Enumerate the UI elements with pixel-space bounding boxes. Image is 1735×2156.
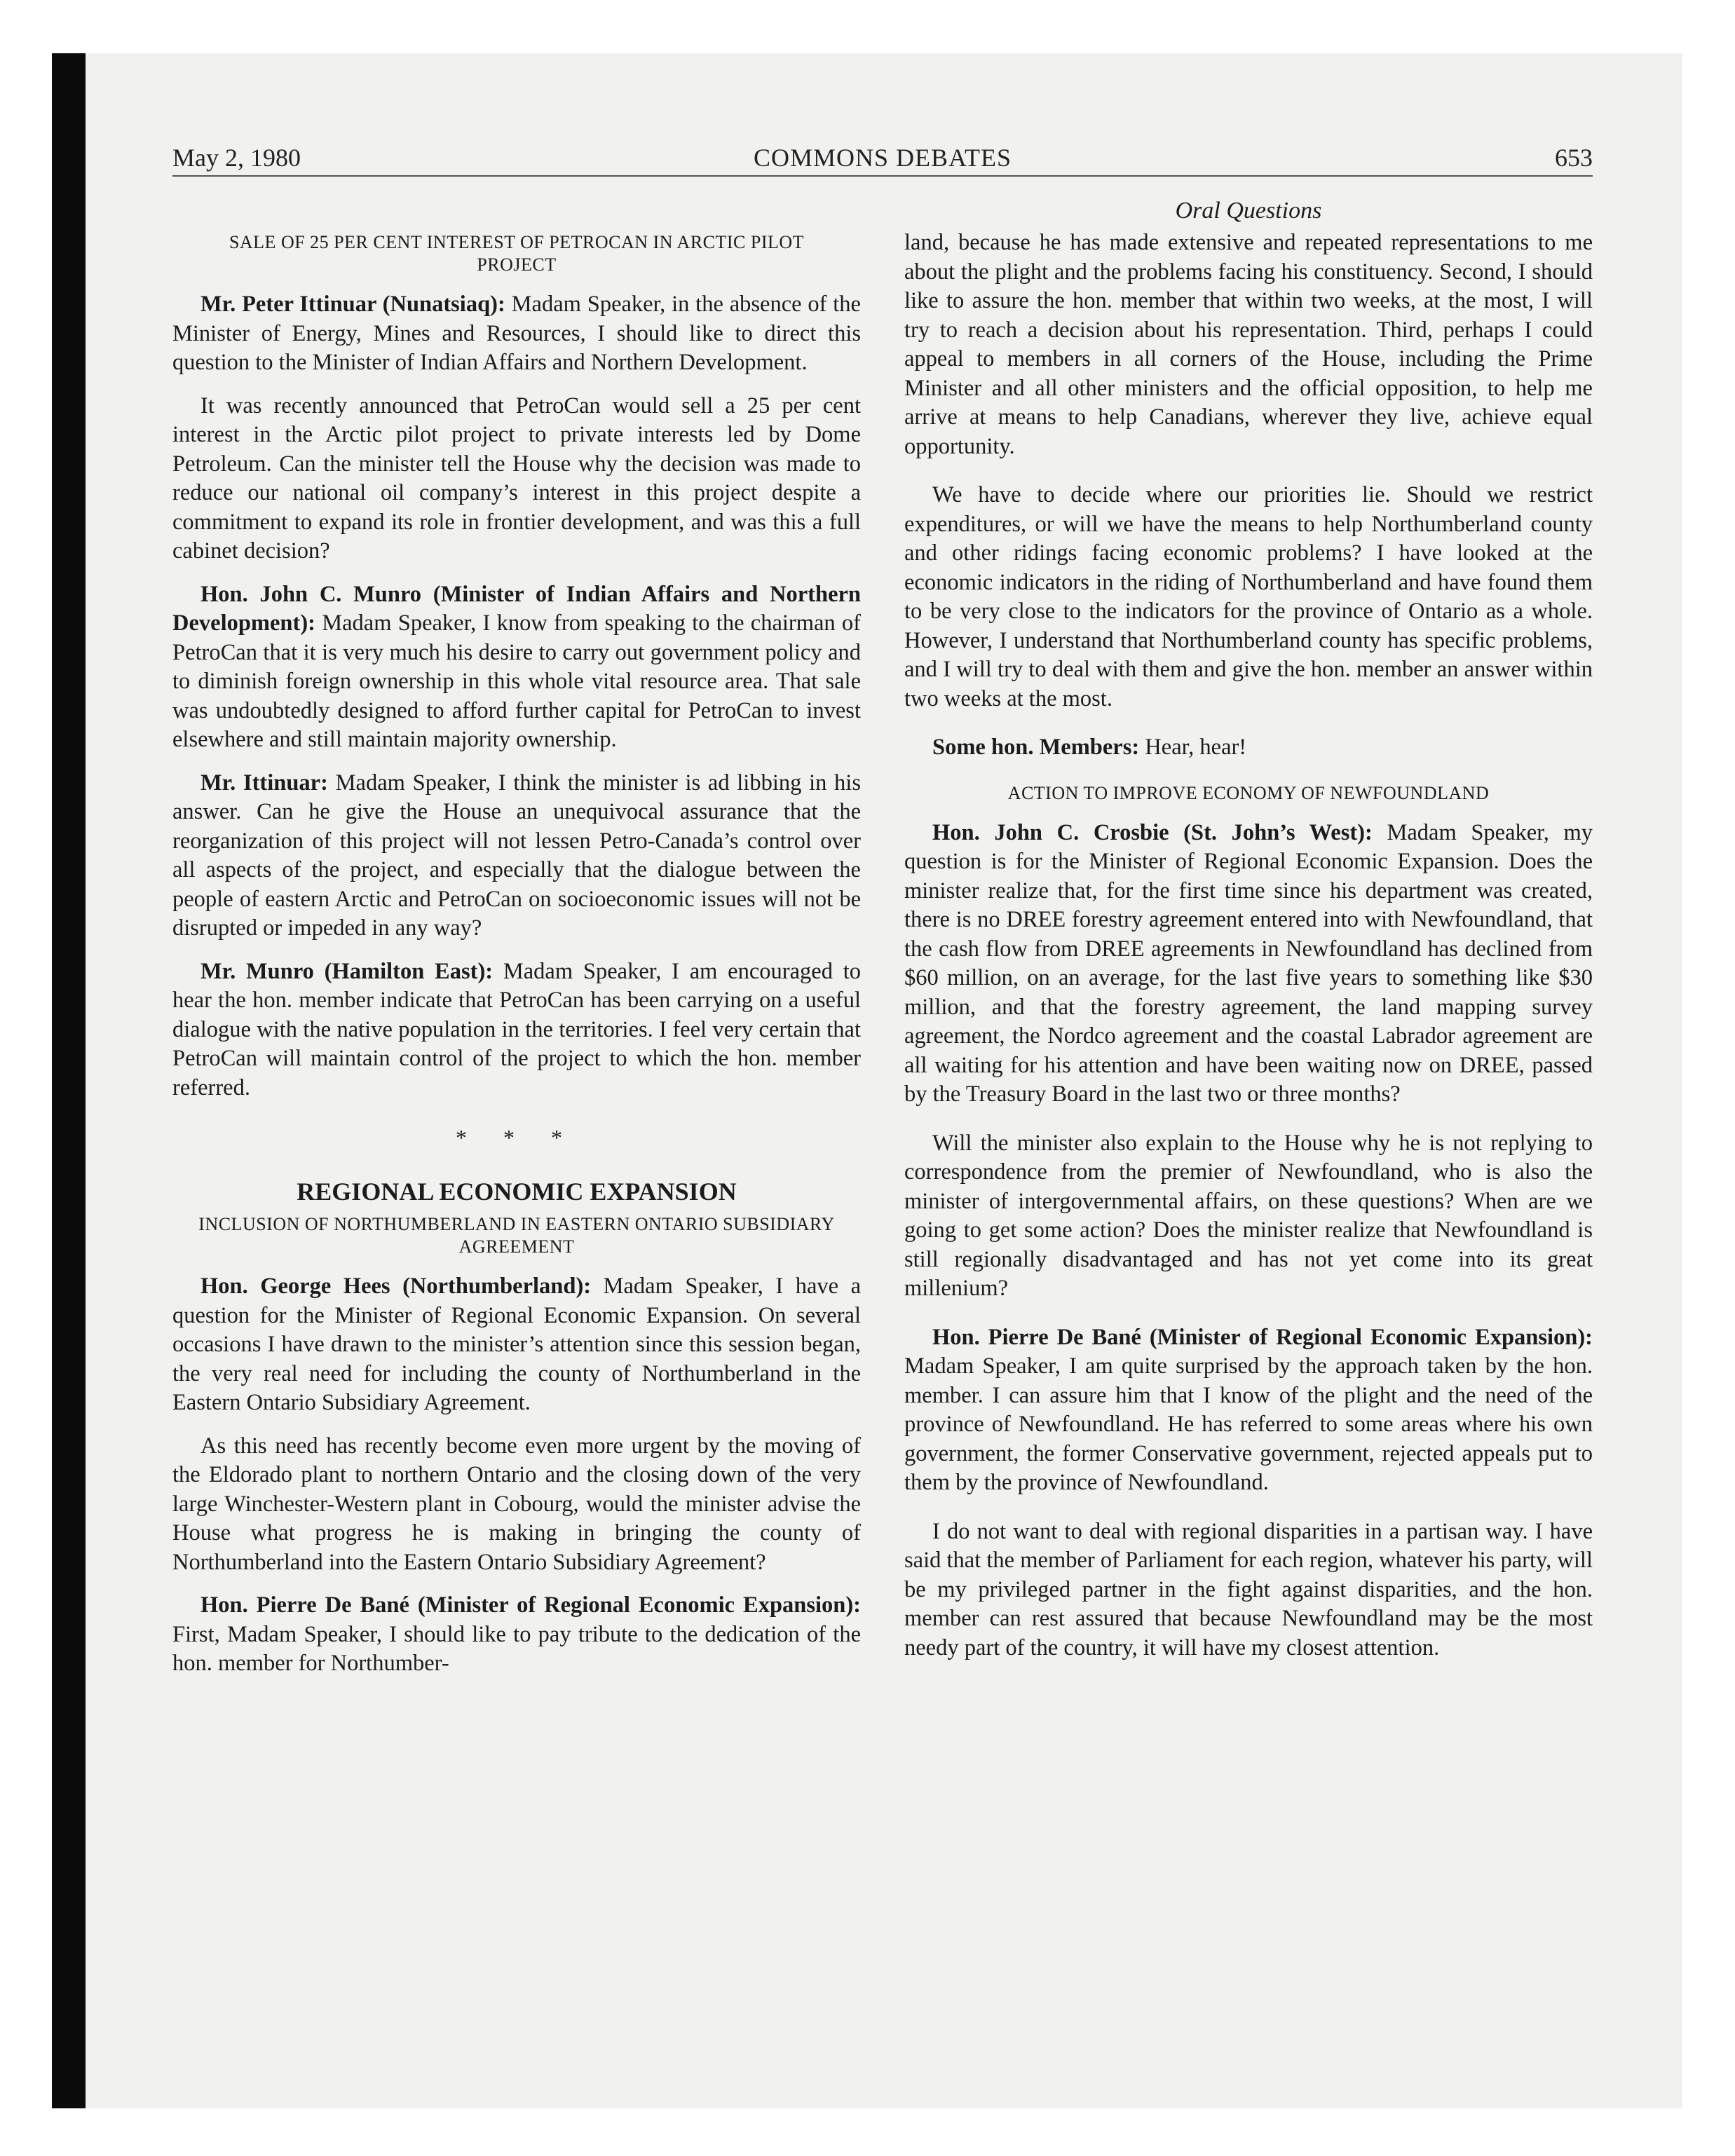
section-heading: REGIONAL ECONOMIC EXPANSION — [297, 1178, 737, 1206]
column-running-head: Oral Questions — [1175, 198, 1322, 224]
paragraph-text: Madam Speaker, in the absence of the Minister of Energy, Mines and Resources, I should like to direct this question to the Minister of Indian Affairs and Northern Development. — [172, 292, 861, 375]
paragraph — [172, 580, 861, 755]
speaker-name: Hon. Pierre De Bané (Minister of Regional Economic Expansion): — [932, 1324, 1593, 1350]
paragraph — [904, 1517, 1593, 1663]
paragraph — [172, 392, 861, 566]
paragraph-text: Madam Speaker, I am quite surprised by the approach taken by the hon. member. I can assure him that I know of the plight and the need of the province of Newfoundland. He has referred to some areas where his own government, the former Conservative government, rejected appeals put to them by the province of Newfoundland. — [904, 1353, 1593, 1495]
section-break-stars: * * * — [456, 1125, 578, 1150]
paragraph — [904, 1129, 1593, 1304]
paragraph — [904, 481, 1593, 714]
paragraph — [904, 228, 1593, 461]
speaker-name: Hon. George Hees (Northumberland): — [200, 1274, 592, 1299]
paragraph — [904, 733, 1593, 763]
paragraph — [172, 290, 861, 378]
paragraph-text: Will the minister also explain to the House why he is not replying to correspondence from the premier of Newfoundland, who is also the minister of intergovernmental affairs, on these questions? When are we going to get some action? Does the minister realize that Newfoundland is still regionally disadvantaged and has not yet come into its great millenium? — [904, 1130, 1593, 1301]
speaker-name: Some hon. Members: — [932, 735, 1140, 760]
scan-black-border — [52, 53, 86, 2108]
paragraph-text: Madam Speaker, I have a question for the Minister of Regional Economic Expansion. On several occasions I have drawn to the minister’s attention since this session began, the very real need for including the county of Northumberland in the Eastern Ontario Subsidiary Agreement. — [172, 1274, 861, 1415]
paragraph-text: It was recently announced that PetroCan would sell a 25 per cent interest in the Arctic pilot project to private interests led by Dome Petroleum. Can the minister tell the House why the decision was made to reduce our national oil company’s interest in this project despite a commitment to expand its role in frontier development, and was this a full cabinet decision? — [172, 393, 861, 564]
speaker-name: Mr. Peter Ittinuar (Nunatsiaq): — [200, 292, 505, 317]
paragraph — [904, 819, 1593, 1110]
paragraph — [172, 1591, 861, 1679]
paragraph-text: Madam Speaker, my question is for the Minister of Regional Economic Expansion. Does the minister realize that, for the first time since his department was created, there is no DREE forestry agreement entered into with Newfoundland, that the cash flow from DREE agreements in Newfoundland has declined from $60 million, on an average, for the last five years to something like $30 million, and that the forestry agreement, the land mapping survey agreement, the Nordco agreement and the coastal Labrador agreement are all waiting for his attention and have been waiting now on DREE, passed by the Treasury Board in the last two or three months? — [904, 819, 1593, 1107]
header-title: COMMONS DEBATES — [753, 144, 1012, 172]
paragraph-text: I do not want to deal with regional disparities in a partisan way. I have said that the member of Parliament for each region, whatever his party, will be my privileged partner in the fight against disparities, and the hon. member can rest assured that because Newfoundland may be the most needy part of the country, it will have my closest attention. — [904, 1518, 1593, 1660]
left-column — [172, 228, 861, 1693]
paragraph — [172, 769, 861, 943]
paragraph-text: We have to decide where our priorities lie. Should we restrict expenditures, or will we have the means to help Northumberland county and other ridings facing economic problems? I have looked at the economic indicators in the riding of Northumberland and have found them to be very close to the indicators for the province of Ontario as a whole. However, I understand that Northumberland county has specific problems, and I will try to deal with them and give the hon. member an answer within two weeks at the most. — [904, 482, 1593, 711]
paragraph-text: First, Madam Speaker, I should like to pay tribute to the dedication of the hon. member for Northumber- — [172, 1621, 861, 1676]
paragraph — [172, 1272, 861, 1418]
speaker-name: Mr. Ittinuar: — [200, 770, 328, 796]
subheading-newfoundland: ACTION TO IMPROVE ECONOMY OF NEWFOUNDLAND — [1007, 782, 1490, 803]
paragraph-text: Madam Speaker, I think the minister is ad libbing in his answer. Can he give the House an unequivocal assurance that the reorganization of this project will not lessen Petro-Canada’s control over all aspects of the project, and especially that the dialogue between the people of eastern Arctic and PetroCan on socioeconomic issues will not be disrupted or impeded in any way? — [172, 770, 861, 941]
paragraph-text: Madam Speaker, I know from speaking to the chairman of PetroCan that it is very much his desire to carry out government policy and to diminish foreign ownership in this whole vital resource area. That sale was undoubtedly designed to afford further capital for PetroCan to invest elsewhere and still maintain majority ownership. — [172, 610, 861, 752]
paragraph — [172, 957, 861, 1103]
paragraph-text: As this need has recently become even more urgent by the moving of the Eldorado plant to northern Ontario and the closing down of the very large Winchester-Western plant in Cobourg, would the minister advise the House what progress he is making in bringing the county of Northumberland into the Eastern Ontario Subsidiary Agreement? — [172, 1433, 861, 1575]
header-rule — [172, 175, 1593, 177]
speaker-name: Hon. John C. Munro (Minister of Indian Affairs and Northern Development): — [172, 581, 861, 636]
speaker-name: Hon. John C. Crosbie (St. John’s West): — [932, 819, 1373, 845]
paragraph-text: Madam Speaker, I am encouraged to hear the hon. member indicate that PetroCan has been carrying on a useful dialogue with the native population in the territories. I feel very certain that PetroCan will maintain control of the project to which the hon. member referred. — [172, 958, 861, 1100]
subheading-petrocan: SALE OF 25 PER CENT INTEREST OF PETROCAN IN ARCTIC PILOT PROJECT — [229, 232, 805, 275]
speaker-name: Hon. Pierre De Bané (Minister of Regional Economic Expansion): — [200, 1592, 861, 1618]
header-page-number: 653 — [1555, 144, 1593, 172]
paragraph-text: Hear, hear! — [1139, 735, 1247, 760]
paragraph — [904, 1323, 1593, 1498]
paragraph-text: land, because he has made extensive and repeated representations to me about the plight and the problems facing his constituency. Second, I should like to assure the hon. member that within two weeks, at the most, I will try to reach a decision about his representation. Third, perhaps I could appeal to members in all corners of the House, including the Prime Minister and all other ministers and the official opposition, to help me arrive at means to help Canadians, wherever they live, achieve equal opportunity. — [904, 230, 1593, 459]
header-date: May 2, 1980 — [172, 144, 301, 172]
paragraph — [172, 1432, 861, 1578]
subheading-northumberland: INCLUSION OF NORTHUMBERLAND IN EASTERN ONTARIO SUBSIDIARY AGREEMENT — [198, 1214, 835, 1257]
running-header — [172, 140, 1593, 175]
speaker-name: Mr. Munro (Hamilton East): — [200, 958, 494, 984]
right-column — [904, 228, 1593, 1677]
